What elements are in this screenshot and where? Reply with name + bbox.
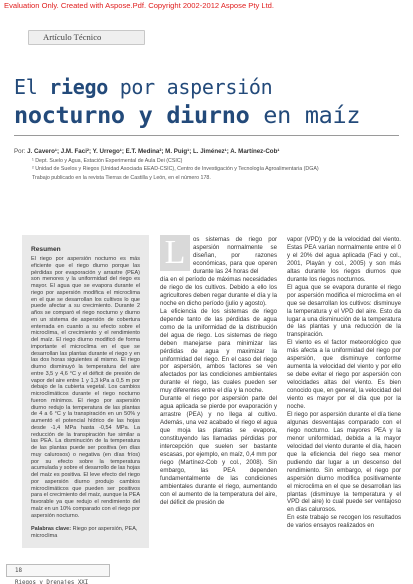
author-names: J. Cavero¹; J.M. Faci²; Y. Urrego¹; E.T. Medina²; M. Puig¹; L. Jiménez¹; A. Martínez-Cob¹ xyxy=(27,148,280,155)
abstract-heading: Resumen xyxy=(31,246,61,253)
body-paragraph: vapor (VPD) y de la velocidad del viento. Estas PEA varían normalmente entre el 0 y el 20% del agua aplicada (Faci y col., 2001, Playán y col., 2005) y son más altas durante los riegos diurnos que durante los riegos nocturnos. xyxy=(287,236,401,283)
keywords-text: Riego por aspersión, PEA, microclima xyxy=(31,526,138,539)
body-text-intro: os sistemas de riego por aspersión normalmente se diseñan, por razones económicas, para que operen durante las 24 horas del xyxy=(193,236,277,275)
body-paragraph: El riego por aspersión durante el día tiene algunas desventajas comparado con el riego nocturno. Las mayores PEA y la menor uniformidad, debida a la mayor velocidad del viento durante el día, hacen que la eficiencia del riego sea menor pudiendo dar lugar a un descenso del rendimiento. Sin embargo, el riego por aspersión diurno modifica positivamente el microclima en el que se desarrollan las plantas (disminuye la temperatura y el VPD del aire) lo cual puede ser ventajoso en días calurosos. xyxy=(287,410,401,514)
authors-prefix: Por: xyxy=(14,148,28,155)
section-label-text: Artículo Técnico xyxy=(43,32,102,42)
watermark-text: Evaluation Only. Created with Aspose.Pdf. Copyright 2002-2012 Aspose Pty Ltd. xyxy=(4,1,275,10)
footer-text xyxy=(7,565,109,584)
body-paragraph: En este trabajo se recogen los resultados de varios ensayos realizados en xyxy=(287,514,401,530)
section-label xyxy=(28,30,145,45)
title-divider xyxy=(14,135,399,136)
body-paragraph: Durante el riego por aspersión parte del agua aplicada se pierde por evaporación y arrastre (PEA) y no llega al cultivo. Además, una vez acabado el riego el agua que moja las plantas se evapora, constituyendo las llamadas pérdidas por intercepción que suelen ser bastante escasas, por ejemplo, en maíz, 0,4 mm por riego (Martínez-Cob y col., 2008). Sin embargo, las PEA dependen fundamentalmente de las condiciones ambientales durante el riego, aumentando con el aumento de la temperatura del aire, del déficit de presión de xyxy=(160,395,277,506)
article-title xyxy=(14,74,404,129)
title-line-1 xyxy=(14,74,404,100)
title-bold-part: riego xyxy=(49,75,108,99)
title-line-2 xyxy=(14,101,404,129)
publication-name: Riegos y Drenajes XXI xyxy=(15,580,89,584)
body-paragraph: El agua que se evapora durante el riego por aspersión modifica el microclima en el que se desarrollan los cultivos: disminuye la temperatura y el VPD del aire. Esto da lugar a una disminución de la temperatura de las plantas y una reducción de la transpiración. xyxy=(287,283,401,339)
keywords-label: Palabras clave: xyxy=(31,526,72,533)
publication-note: Trabajo publicado en la revista Tierras de Castilla y León, en el número 178. xyxy=(32,174,211,181)
affiliation-line: ¹ Dept. Suelo y Agua, Estación Experimental de Aula Dei (CSIC) xyxy=(32,158,183,164)
abstract-box xyxy=(22,235,149,548)
title-part: por aspersión xyxy=(107,75,273,99)
abstract-text: El riego por aspersión nocturno es más eficiente que el riego diurno porque las pérdidas por evaporación y arrastre (PEA) son menores y la uniformidad del riego es mayor. El agua que se evapora durante el riego por aspersión modifica el microclima en el que se desarrollan los cultivos lo que puede afectar a su crecimiento. Durante 2 años se comparó el riego nocturno y diurno en un sistema de aspersión de cobertura enterrada en cuanto a su efecto sobre el microclima, el crecimiento y el rendimiento del maíz. El riego diurno modificó de forma importante el microclima en el que se desarrollan las plantas durante el riego y en las dos horas siguientes al mismo. El riego diurno disminuyó la temperatura del aire entre 3,5 y 4,6 °C y el déficit de presión de vapor del aire entre 1 y 1,3 kPa a 0,5 m por debajo de la cubierta vegetal. Los cambios microclimáticos durante el riego nocturno fueron mínimos. El riego por aspersión diurno redujo la temperatura de las plantas de 4 a 6 °C y la transpiración en un 50% y aumentó el potencial hídrico de las hojas desde -1,4 MPa hasta -0,54 MPa. La reducción de la transpiración fue similar a las PEA. La disminución de la temperatura de las plantas puede ser positiva (en días muy calurosos) o negativa (en días fríos) por su efecto sobre la temperatura acumulada y sobre el desarrollo de las hojas del maíz es positiva. El leve efecto del riego por aspersión diurno produjo cambios microclimáticos que pueden ser positivos para el crecimiento del maíz, aunque la PEA favorable ya que redujo el rendimiento del maíz en un 10% comparado con el riego por aspersión nocturno. xyxy=(31,256,140,519)
page-footer xyxy=(0,564,413,584)
title-part: en maíz xyxy=(249,101,361,129)
author-line xyxy=(14,148,404,155)
keywords xyxy=(31,526,140,540)
drop-cap-letter: L xyxy=(160,235,190,271)
page-number: 18 xyxy=(15,568,22,574)
affiliation-line: ² Unidad de Suelos y Riegos (Unidad Asociada EEAD-CSIC), Centro de Investigación y Tecnología Agroalimentaria (DGA) xyxy=(32,166,319,173)
title-bold-part: nocturno y diurno xyxy=(14,101,250,129)
title-part: El xyxy=(14,75,50,99)
body-paragraph: La eficiencia de los sistemas de riego depende tanto de las pérdidas de agua como de la uniformidad de la distribución del agua de riego. Los sistemas de riego deben manejarse para minimizar las pérdidas de agua y maximizar la uniformidad del riego. En el caso del riego por aspersión, ambos factores se ven afectados por las condiciones ambientales durante el riego, las cuales pueden ser muy diferentes entre el día y la noche. xyxy=(160,307,277,395)
affiliations xyxy=(32,157,392,182)
body-column-3 xyxy=(287,236,401,530)
body-paragraph: día en el período de máximas necesidades de riego de los cultivos. Debido a ello los agricultores deben regar durante el día y la noche en dicho período (julio y agosto). xyxy=(160,276,277,307)
body-column-2 xyxy=(160,276,277,507)
body-paragraph: El viento es el factor meteorológico que más afecta a la uniformidad del riego por aspersión, que disminuye conforme aumenta la velocidad del viento y por ello se debe evitar el riego por aspersión con velocidades altas del viento. Es bien conocido que, en general, la velocidad del viento es mayor por el día que por la noche. xyxy=(287,339,401,411)
footer-label xyxy=(6,564,110,584)
